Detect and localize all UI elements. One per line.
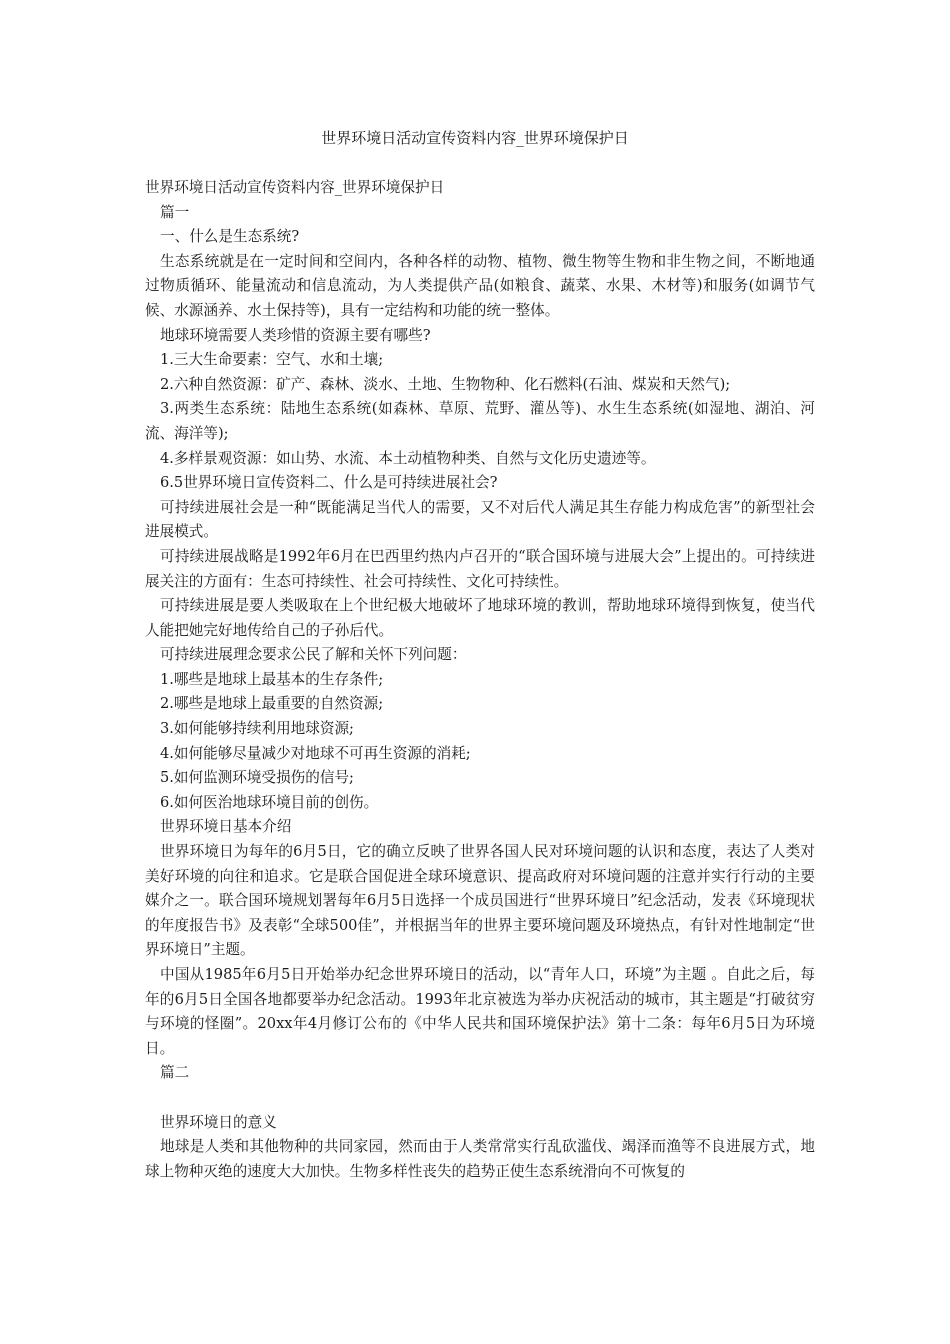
paragraph: 世界环境日的意义 — [160, 1113, 277, 1131]
blank-line — [145, 1086, 815, 1111]
document-body — [145, 176, 815, 1184]
paragraph: 可持续进展社会是一种“既能满足当代人的需要，又不对后代人满足其生存能力构成危害”的新型社会进展模式。 — [145, 498, 815, 541]
paragraph: 可持续进展理念要求公民了解和关怀下列问题： — [160, 646, 467, 664]
paragraph: 2.六种自然资源：矿产、森林、淡水、土地、生物物种、化石燃料(石油、煤炭和天然气); — [160, 375, 731, 393]
paragraph: 6.如何医治地球环境目前的创伤。 — [160, 793, 379, 811]
paragraph: 3.两类生态系统：陆地生态系统(如森林、草原、荒野、灌丛等)、水生生态系统(如湿地、湖泊、河流、海洋等); — [145, 400, 815, 442]
paragraph: 地球是人类和其他物种的共同家园，然而由于人类常常实行乱砍滥伐、竭泽而渔等不良进展方式，地球上物种灭绝的速度大大加快。生物多样性丧失的趋势正使生态系统滑向不可恢复的 — [145, 1138, 815, 1180]
paragraph: 可持续进展是要人类吸取在上个世纪极大地破坏了地球环境的教训，帮助地球环境得到恢复，使当代人能把她完好地传给自己的子孙后代。 — [145, 597, 815, 639]
paragraph: 世界环境日为每年的6月5日，它的确立反映了世界各国人民对环境问题的认识和态度，表达了人类对美好环境的向往和追求。它是联合国促进全球环境意识、提高政府对环境问题的注意并实行行动的主要媒介之一。联合国环境规划署每年6月5日选择一个成员国进行“世界环境日”纪念活动，发表《环境现状的年度报告书》及表彰“全球500佳”，并根据当年的世界主要环境问题及环境热点，有针对性地制定“世界环境日”主题。 — [145, 843, 815, 959]
document-title: 世界环境日活动宣传资料内容_世界环境保护日 — [321, 129, 629, 147]
paragraph: 中国从1985年6月5日开始举办纪念世界环境日的活动，以“青年人口，环境”为主题 。自此之后，每年的6月5日全国各地都要举办纪念活动。1993年北京被选为举办庆祝活动的城市，其主题是“打破贫穷与环境的怪圈”。20xx年4月修订公布的《中华人民共和国环境保护法》第十二条：每年6月5日为环境日。 — [145, 966, 815, 1057]
paragraph: 篇一 — [160, 203, 190, 221]
paragraph: 一、什么是生态系统? — [160, 228, 300, 246]
paragraph: 5.如何监测环境受损伤的信号; — [160, 769, 354, 787]
paragraph: 4.多样景观资源：如山势、水流、本土动植物种类、自然与文化历史遗迹等。 — [160, 449, 656, 467]
paragraph: 可持续进展战略是1992年6月在巴西里约热内卢召开的“联合国环境与进展大会”上提出的。可持续进展关注的方面有：生态可持续性、社会可持续性、文化可持续性。 — [145, 547, 815, 590]
paragraph: 世界环境日活动宣传资料内容_世界环境保护日 — [145, 179, 445, 196]
paragraph: 3.如何能够持续利用地球资源; — [160, 720, 354, 738]
paragraph: 2.哪些是地球上最重要的自然资源; — [160, 695, 384, 713]
paragraph: 世界环境日基本介绍 — [160, 818, 292, 836]
paragraph: 生态系统就是在一定时间和空间内，各种各样的动物、植物、微生物等生物和非生物之间，不断地通过物质循环、能量流动和信息流动，为人类提供产品(如粮食、蔬菜、水果、木材等)和服务(如调节气候、水源涵养、水土保持等)，具有一定结构和功能的统一整体。 — [145, 252, 815, 319]
paragraph: 1.哪些是地球上最基本的生存条件; — [160, 670, 384, 688]
paragraph: 地球环境需要人类珍惜的资源主要有哪些? — [160, 326, 431, 344]
paragraph: 1.三大生命要素：空气、水和土壤; — [160, 351, 384, 369]
paragraph: 篇二 — [160, 1064, 190, 1082]
paragraph: 6.5世界环境日宣传资料二、什么是可持续进展社会? — [160, 474, 498, 492]
paragraph: 4.如何能够尽量减少对地球不可再生资源的消耗; — [160, 744, 471, 762]
